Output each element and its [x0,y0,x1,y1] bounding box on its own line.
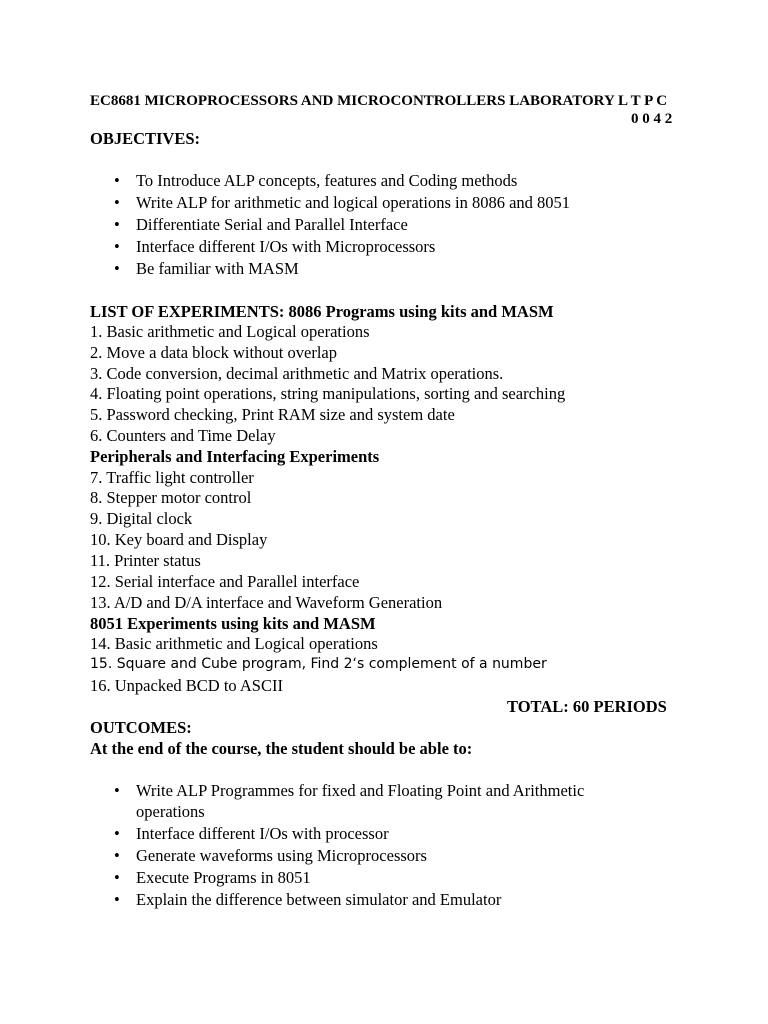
objectives-heading: OBJECTIVES: [90,129,201,148]
peripherals-subheading: Peripherals and Interfacing Experiments [90,447,380,466]
experiment-item: 2. Move a data block without overlap [90,343,337,362]
document-page: EC8681 MICROPROCESSORS AND MICROCONTROLLERS LABORATORY L T P C 0 0 4 2 OBJECTIVES: • To Introduce ALP concepts, features and Coding methods • Write ALP for arithmetic and logical operations in 8086 and 8051 • Differentiate Serial and Parallel Interface • Interface different I/Os with Microprocessors • Be familiar with MASM LIST OF EXPERIMENTS: 8086 Programs using kits and MASM 1. Basic arithmetic and Logical operations 2. Move a data block without overlap 3. Code conversion, decimal arithmetic and Matrix operations. 4. Floating point operations, string manipulations, sorting and searching 5. Password checking, Print RAM size and system date 6. Counters and Time Delay Peripherals and Interfacing Experiments 7. Traffic light controller 8. Stepper motor control 9. Digital clock 10. Key board and Display 11. Printer status 12. Serial interface and Parallel interface 13. A/D and D/A interface and Waveform Generation 8051 Experiments using kits and MASM 14. Basic arithmetic and Logical operations 15. Square and Cube program, Find 2‘s complement of a number 16. Unpacked BCD to ASCII TOTAL: 60 PERIODS OUTCOMES: At the end of the course, the student should be able to: • Write ALP Programmes for fixed and Floating Point and Arithmetic operations • Interface different I/Os with processor • Generate waveforms using Microprocessors • Execute Programs in 8051 • Explain the difference between simulator and Emulator [90,93,673,909]
experiment-item: 3. Code conversion, decimal arithmetic and Matrix operations. [90,364,504,383]
experiment-item: 1. Basic arithmetic and Logical operations [90,322,370,341]
bullet-icon: • [114,868,120,887]
experiment-item: 4. Floating point operations, string manipulations, sorting and searching [90,384,566,403]
outcome-item-continuation: operations [136,802,205,821]
8051-subheading: 8051 Experiments using kits and MASM [90,614,376,633]
bullet-icon: • [114,890,120,909]
course-title: EC8681 MICROPROCESSORS AND MICROCONTROLLERS LABORATORY L T P C [90,93,668,109]
experiments-heading: LIST OF EXPERIMENTS: 8086 Programs using kits and MASM [90,302,554,321]
bullet-icon: • [114,215,120,234]
experiment-item: 7. Traffic light controller [90,468,254,487]
bullet-icon: • [114,781,120,800]
bullet-icon: • [114,824,120,843]
experiment-item: 11. Printer status [90,551,201,570]
outcomes-heading: OUTCOMES: [90,718,192,737]
total-periods: TOTAL: 60 PERIODS [507,697,667,716]
experiment-item: 6. Counters and Time Delay [90,426,276,445]
bullet-icon: • [114,171,120,190]
experiment-item: 13. A/D and D/A interface and Waveform Generation [90,593,443,612]
experiment-item: 9. Digital clock [90,509,193,528]
course-credits: 0 0 4 2 [631,111,673,127]
experiment-item: 12. Serial interface and Parallel interface [90,572,360,591]
bullet-icon: • [114,846,120,865]
bullet-icon: • [114,237,120,256]
experiment-item: 14. Basic arithmetic and Logical operations [90,634,378,653]
experiment-item: 15. Square and Cube program, Find 2‘s complement of a number [90,656,547,672]
bullet-icon: • [114,259,120,278]
bullet-icon: • [114,193,120,212]
experiment-item: 10. Key board and Display [90,530,268,549]
experiment-item: 16. Unpacked BCD to ASCII [90,676,283,695]
experiment-item: 8. Stepper motor control [90,488,252,507]
experiment-item: 5. Password checking, Print RAM size and system date [90,405,455,424]
outcomes-intro: At the end of the course, the student should be able to: [90,739,473,758]
